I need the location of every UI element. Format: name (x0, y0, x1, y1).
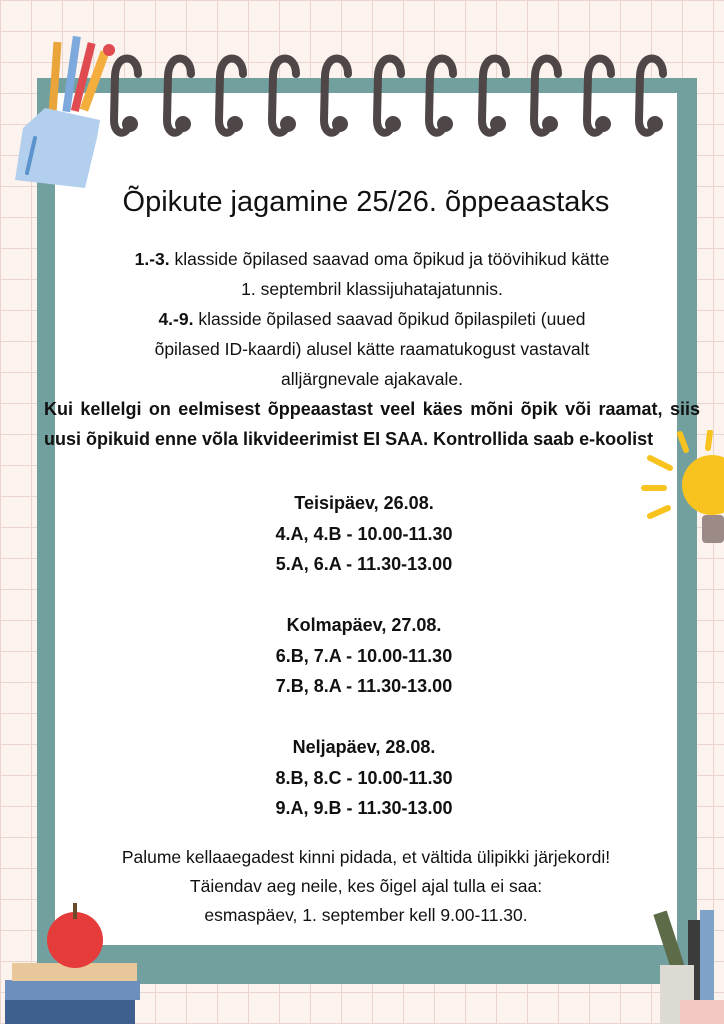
schedule-slot: 8.B, 8.C - 10.00-11.30 (275, 767, 453, 788)
schedule-slot: 9.A, 9.B - 11.30-13.00 (275, 798, 453, 818)
intro-text-span: 1. septembril klassijuhatajatunnis. (241, 279, 503, 299)
intro-text-span: klasside õpilased saavad oma õpikud ja töövihikud kätte (169, 249, 610, 269)
spiral-ring (266, 52, 302, 138)
schedule-slot: 4.A, 4.B - 10.00-11.30 (275, 523, 453, 544)
schedule-day: Teisipäev, 26.08. (294, 493, 434, 513)
intro-line (44, 274, 700, 304)
schedule-slot: 5.A, 6.A - 11.30-13.00 (275, 554, 453, 574)
schedule-slot: 7.B, 8.A - 11.30-13.00 (275, 676, 453, 696)
footer-line: Palume kellaaegadest kinni pidada, et vältida ülipikki järjekordi! (121, 847, 611, 867)
schedule (214, 488, 514, 824)
schedule-day: Kolmapäev, 27.08. (286, 615, 442, 635)
intro-text-span: õpilased ID-kaardi) alusel kätte raamatukogust vastavalt (154, 339, 590, 359)
intro-text-span: alljärgnevale ajakavale. (281, 369, 463, 389)
intro-line (44, 244, 700, 274)
warning-text: Kui kellelgi on eelmisest õppeaastast veel käes mõni õpik või raamat, siis uusi õpikuid enne võla likvideerimist EI SAA. Kontrollida saab e-koolist (44, 399, 700, 449)
spiral-ring (528, 52, 564, 138)
footer-line: Täiendav aeg neile, kes õigel ajal tulla ei saa: (189, 876, 543, 896)
intro-bold: 4.-9. (158, 309, 194, 329)
intro-line (44, 364, 700, 394)
spiral-ring (161, 52, 197, 138)
footer-note (55, 843, 677, 930)
schedule-day: Neljapäev, 28.08. (292, 737, 436, 757)
spiral-ring (371, 52, 407, 138)
spiral-ring (423, 52, 459, 138)
spiral-ring (476, 52, 512, 138)
intro-text (44, 244, 700, 454)
intro-line (44, 334, 700, 364)
schedule-slot: 6.B, 7.A - 10.00-11.30 (275, 645, 453, 666)
spiral-rings-icon (108, 52, 668, 142)
spiral-ring (633, 52, 669, 138)
spiral-ring (581, 52, 617, 138)
page-title: Õpikute jagamine 25/26. õppeaastaks (122, 186, 610, 218)
intro-line (44, 304, 700, 334)
spiral-ring (318, 52, 354, 138)
spiral-ring (213, 52, 249, 138)
intro-bold: 1.-3. (134, 249, 170, 269)
pencil-cup-icon (5, 28, 115, 198)
intro-text-span: klasside õpilased saavad õpikud õpilaspileti (uued (193, 309, 586, 329)
footer-line: esmaspäev, 1. september kell 9.00-11.30. (204, 905, 528, 925)
